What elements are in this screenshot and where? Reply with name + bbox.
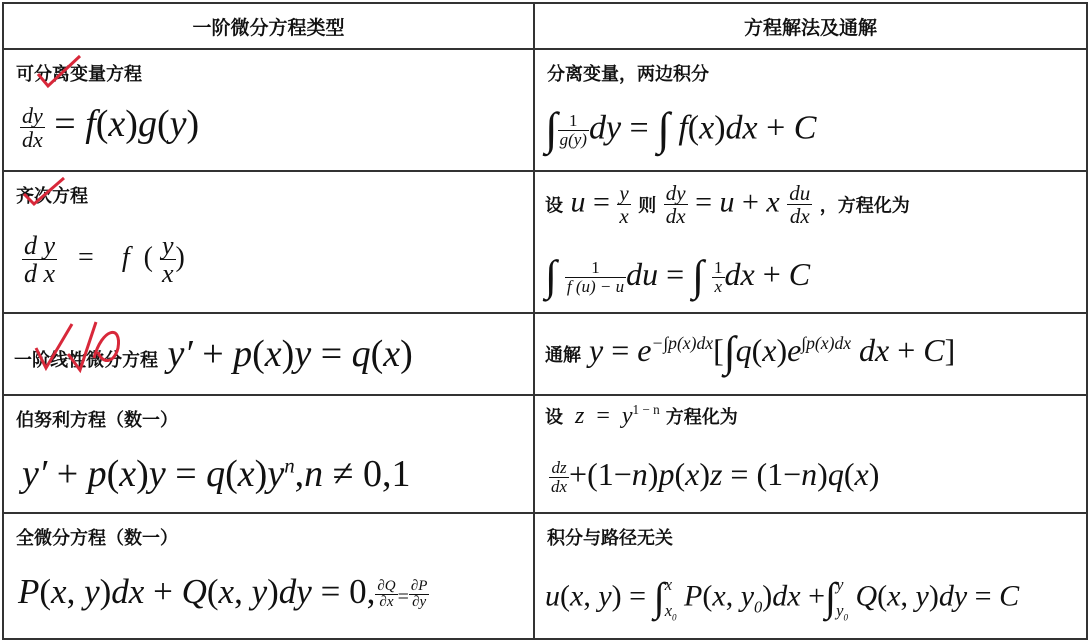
solution-equation: u(x, y) = ∫ x $x_0$ P(x, $y_0)dx$ +∫ y $y_0$ Q(x, y)dy = C (545, 574, 1020, 623)
method-label: 通解 (545, 344, 581, 366)
substitution-line: 设 u = $\frac{y}{x}$ 则 $\frac{dy}{dx}$ = u + x $\frac{du}{dx}$ ，方程化为 (545, 181, 910, 229)
solution-equation-line: 通解 $y = e^{-\int p(x)dx}[\int q(x)e^{\int p(x)dx}$ dx + C] (545, 329, 956, 376)
substitution-line: 设 $z = y^{1 - n}$ 方程化为 (545, 402, 738, 429)
ode-types-table (2, 2, 1088, 640)
then-label: 则 (638, 195, 657, 217)
type-equation: $\frac{dy}{dx}$ = f(x)g(y) (22, 102, 200, 152)
type-label: 全微分方程（数一） (16, 528, 178, 549)
become-label: ，方程化为 (819, 195, 910, 217)
table-row (3, 513, 1087, 639)
solution-cell (534, 395, 1087, 513)
table-row (3, 49, 1087, 171)
type-cell (3, 513, 534, 639)
type-label: 一阶线性微分方程 (14, 350, 158, 371)
become-label: 方程化为 (665, 407, 738, 428)
equation-table-container (2, 2, 1088, 640)
table-row (3, 313, 1087, 395)
set-label: 设 (545, 407, 563, 428)
set-label: 设 (545, 195, 563, 217)
type-label: 伯努利方程（数一） (16, 410, 178, 431)
solution-cell (534, 313, 1087, 395)
header-type: 一阶微分方程类型 (3, 3, 534, 49)
method-label: 积分与路径无关 (547, 528, 673, 549)
type-cell (3, 49, 534, 171)
solution-equation: ∫ $\frac{1}{g(y)}$ dy = ∫ f(x)dx + C (545, 103, 817, 154)
table-row (3, 171, 1087, 313)
table-header-row (3, 3, 1087, 49)
solution-equation: ∫ $\frac{1}{f (u) - u}$ du = ∫ $\frac{1}{x}$ dx + C (545, 253, 811, 300)
type-equation: $\frac{\text{d y}}{\text{d x}}$ = f ( $\frac{y}{x}$ ) (24, 231, 185, 289)
method-label: 分离变量，两边积分 (547, 64, 709, 85)
solution-cell (534, 171, 1087, 313)
type-cell (3, 171, 534, 313)
type-cell (3, 313, 534, 395)
solution-cell (534, 49, 1087, 171)
type-equation: $y' + p(x)y = q(x)y^n,n \ne 0,1$ (22, 453, 411, 495)
type-cell (3, 395, 534, 513)
type-label: 齐次方程 (16, 186, 88, 207)
type-equation: P(x, y)dx + Q(x, y)dy = 0, $\frac{\partial Q}{\partial x}$ = $\frac{\partial P}{\partial y}$ (18, 572, 428, 611)
table-row (3, 395, 1087, 513)
solution-equation: $\frac{dz}{dx}$ +(1−n)p(x)z = (1−n)q(x) (551, 456, 880, 497)
header-solution: 方程解法及通解 (534, 3, 1087, 49)
solution-cell (534, 513, 1087, 639)
type-label: 可分离变量方程 (16, 64, 142, 85)
type-equation-line: 一阶线性微分方程 y′ + p(x)y = q(x) (14, 333, 413, 375)
